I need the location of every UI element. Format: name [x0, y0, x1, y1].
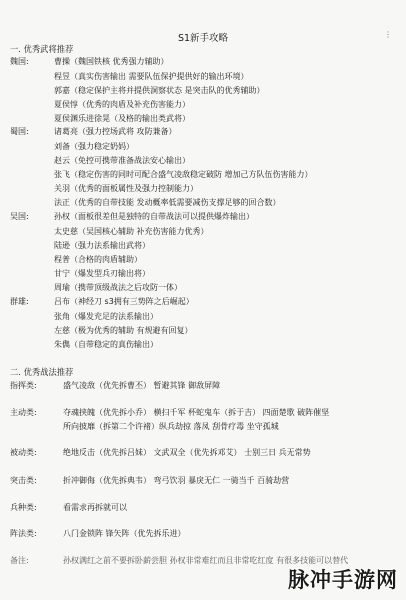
list-item: 左慈（极为优秀的辅助 有规避有回复） [54, 326, 193, 335]
list-item: 诸葛亮（强力控场武将 攻防兼备） [54, 127, 177, 136]
list-item: 郭嘉（稳定保护主将并提供洞察状态 是突击队的优秀辅助） [54, 86, 265, 95]
more-icon: ⋮ [384, 30, 392, 39]
tactic-line: 所向披靡（拆第二个许褚）纵兵劫掠 落凤 刮骨疗毒 坐守孤城 [63, 422, 279, 431]
list-item: 赵云（免控可携带准备战法安心输出） [54, 156, 190, 165]
list-item: 孙权（面板很差但是独特的自带战法可以提供爆炸输出） [54, 212, 254, 221]
tactic-line: 盛气凌敌（优先拆曹丕） 暂避其锋 御敌屏障 [63, 381, 221, 390]
list-item: 程昱（真实伤害输出 需要队伍保护提供好的输出环境） [54, 72, 249, 81]
note-line: 孙权满红之前不要拆卧薪尝胆 孙权非常难红而且非常吃红度 有很多技能可以替代 [63, 556, 349, 565]
list-item: 太史慈（吴国核心辅助 补充伤害能力优秀） [54, 227, 209, 236]
row-label-note: 备注: [10, 556, 29, 565]
list-item: 张飞（稳定伤害的同时可配合盛气凌敌稳定破防 增加己方队伍伤害能力） [54, 170, 313, 179]
tactic-line: 绝地反击（优先拆吕妹） 文武双全（优先拆邓艾） 士别三日 兵无常势 [63, 448, 311, 457]
page-title: S1新手攻略 [177, 33, 229, 44]
list-item: 程普（合格的肉盾辅助） [54, 255, 142, 264]
list-item: 夏侯渊乐进徐晃（及格的输出类武将） [54, 114, 190, 123]
list-item: 周瑜（携带顶级战法之后攻防一体） [54, 283, 182, 292]
list-item: 曹操（魏国铁核 优秀强力辅助） [54, 57, 169, 66]
row-label-command: 指挥类: [10, 381, 37, 390]
row-label-assault: 突击类: [10, 476, 37, 485]
list-item: 关羽（优秀的面板属性及强力控制能力） [54, 184, 198, 193]
tactic-line: 看需求再拆就可以 [63, 503, 127, 512]
section-heading-generals: 一. 优秀武将推荐 [10, 44, 74, 54]
group-label-wu: 吴国: [10, 212, 29, 221]
row-label-troop: 兵种类: [10, 503, 37, 512]
site-watermark: 脉冲手游网 [288, 568, 398, 592]
row-label-formation: 阵法类: [10, 529, 37, 538]
list-item: 刘备（强力稳定奶妈） [54, 142, 134, 151]
list-item: 甘宁（爆发型兵刃输出将） [54, 269, 150, 278]
tactic-line: 夺魂挟魄（优先拆小乔） 横扫千军 杯蛇鬼车（拆于吉） 四面楚歌 破阵催坚 [63, 408, 330, 417]
group-label-shu: 蜀国: [10, 127, 29, 136]
tactic-line: 八门金锁阵 锋矢阵（优先拆乐进） [63, 529, 186, 538]
list-item: 朱儁（自带稳定的真伤输出） [54, 340, 158, 349]
list-item: 张角（爆发充足的法系输出） [54, 312, 158, 321]
section-heading-tactics: 二. 优秀战法推荐 [10, 367, 74, 377]
row-label-active: 主动类: [10, 408, 37, 417]
tactic-line: 折冲御侮（优先拆典韦） 弯弓饮羽 暴戾无仁 一骑当千 百骑劫营 [63, 476, 290, 485]
list-item: 陆逊（强力法系输出武将） [54, 241, 150, 250]
list-item: 法正（优秀的自带技能 发动概率低需要减伤支撑足够的回合数） [54, 198, 281, 207]
list-item: 吕布（神经刀 s3拥有三势阵之后崛起） [54, 297, 194, 306]
group-label-wei: 魏国: [10, 57, 29, 66]
row-label-passive: 被动类: [10, 448, 37, 457]
list-item: 夏侯惇（优秀的肉盾及补充伤害能力） [54, 100, 190, 109]
group-label-qun: 群雄: [10, 297, 29, 306]
